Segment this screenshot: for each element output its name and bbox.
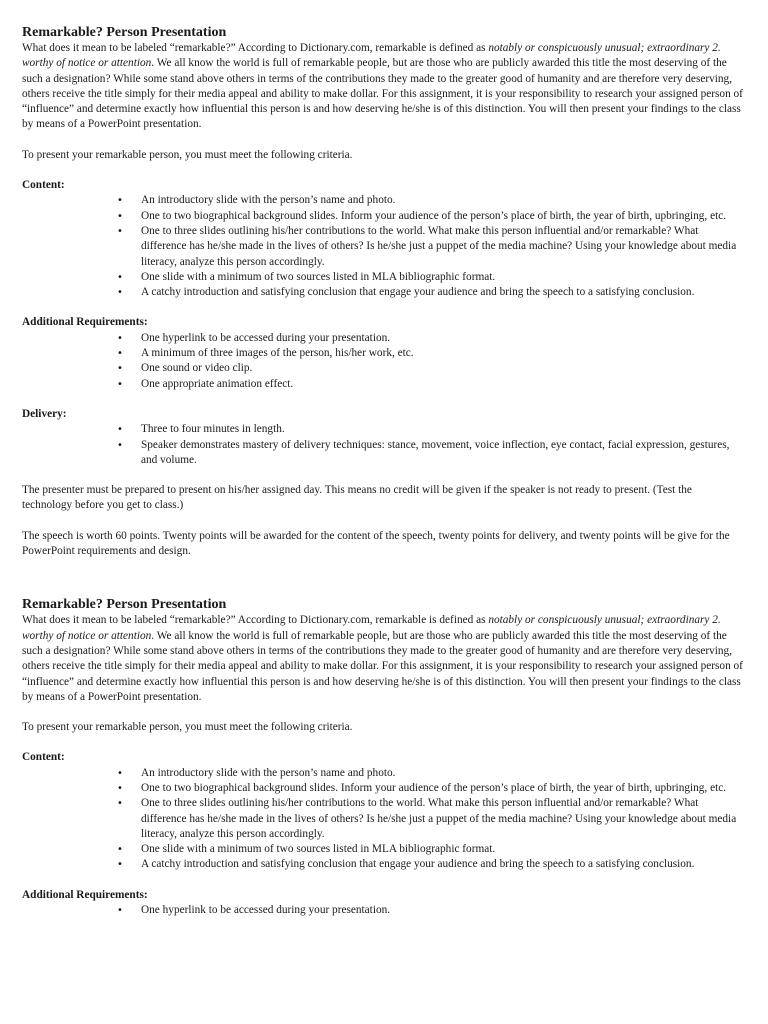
list-item: • A catchy introduction and satisfying conclusion that engage your audience and bring the speech to a satisfying conclusion. bbox=[22, 285, 744, 300]
list-item: • One hyperlink to be accessed during your presentation. bbox=[22, 903, 744, 918]
definition-text: notably or conspicuously unusual; extraordinary 2. worthy of notice or attention bbox=[22, 42, 721, 70]
list-item: • One slide with a minimum of two sources listed in MLA bibliographic format. bbox=[22, 270, 744, 285]
content-heading: Content: bbox=[22, 751, 65, 764]
list-item: • One hyperlink to be accessed during your presentation. bbox=[22, 331, 744, 346]
list-item: • One to two biographical background slides. Inform your audience of the person’s place of birth, the year of birth, upbringing, etc. bbox=[22, 209, 744, 224]
list-item: • One sound or video clip. bbox=[22, 361, 744, 376]
content-list bbox=[22, 193, 744, 300]
list-item: • Three to four minutes in length. bbox=[22, 422, 744, 437]
document-title: Remarkable? Person Presentation bbox=[22, 597, 227, 613]
criteria-line: To present your remarkable person, you must meet the following criteria. bbox=[22, 148, 353, 161]
intro-text-start: What does it mean to be labeled “remarkable?” According to Dictionary.com, remarkable is defined as bbox=[22, 42, 489, 54]
requirements-list bbox=[22, 903, 744, 918]
requirements-heading: Additional Requirements: bbox=[22, 316, 148, 329]
intro-text-end: . We all know the world is full of remarkable people, but are those who are publicly awarded this title the most deserving of the such a designation? While some stand above others in terms of the contributions they made to the greater good of humanity and are therefore very deserving, others receive the title simply for their media appeal and ability to make dollar. For this assignment, it is your responsibility to research your assigned person of “influence” and determine exactly how influential this person is and how deserving he/she is of this distinction. You will then present your findings to the class by means of a PowerPoint presentation. bbox=[22, 57, 743, 131]
list-item: • A minimum of three images of the person, his/her work, etc. bbox=[22, 346, 744, 361]
document-title: Remarkable? Person Presentation bbox=[22, 25, 227, 40]
content-list bbox=[22, 766, 744, 873]
list-item: • Speaker demonstrates mastery of delivery techniques: stance, movement, voice inflection, eye contact, facial expression, gestures, and volume. bbox=[22, 438, 744, 469]
presenter-note: The presenter must be prepared to present on his/her assigned day. This means no credit will be given if the speaker is not ready to present. (Test the technology before you get to class.) bbox=[22, 484, 692, 512]
criteria-line: To present your remarkable person, you must meet the following criteria. bbox=[22, 721, 353, 734]
list-item: • One to three slides outlining his/her contributions to the world. What make this person influential and/or remarkable? What difference has he/she made in the lives of others? Is he/she just a puppet of the media machine? Using your knowledge about media literacy, analyze this person accordingly. bbox=[22, 224, 744, 270]
requirements-heading: Additional Requirements: bbox=[22, 888, 148, 901]
assignment-sheet-2 bbox=[22, 596, 744, 918]
intro-paragraph bbox=[22, 41, 744, 133]
list-item: • One to three slides outlining his/her contributions to the world. What make this person influential and/or remarkable? What difference has he/she made in the lives of others? Is he/she just a puppet of the media machine? Using your knowledge about media literacy, analyze this person accordingly. bbox=[22, 796, 744, 842]
list-item: • An introductory slide with the person’s name and photo. bbox=[22, 766, 744, 781]
document-page bbox=[22, 24, 744, 918]
delivery-list bbox=[22, 422, 744, 468]
delivery-heading: Delivery: bbox=[22, 407, 67, 420]
list-item: • One appropriate animation effect. bbox=[22, 377, 744, 392]
definition-text: notably or conspicuously unusual; extraordinary 2. worthy of notice or attention bbox=[22, 614, 721, 642]
assignment-sheet-1 bbox=[22, 24, 744, 559]
list-item: • One to two biographical background slides. Inform your audience of the person’s place of birth, the year of birth, upbringing, etc. bbox=[22, 781, 744, 796]
list-item: • One slide with a minimum of two sources listed in MLA bibliographic format. bbox=[22, 842, 744, 857]
intro-text-start: What does it mean to be labeled “remarkable?” According to Dictionary.com, remarkable is defined as bbox=[22, 614, 489, 627]
intro-text-end: . We all know the world is full of remarkable people, but are those who are publicly awarded this title the most deserving of the such a designation? While some stand above others in terms of the contributions they made to the greater good of humanity and are therefore very deserving, others receive the title simply for their media appeal and ability to make dollar. For this assignment, it is your responsibility to research your assigned person of “influence” and determine exactly how influential this person is and how deserving he/she is of this distinction. You will then present your findings to the class by means of a PowerPoint presentation. bbox=[22, 629, 743, 703]
intro-paragraph bbox=[22, 613, 744, 705]
content-heading: Content: bbox=[22, 179, 65, 192]
list-item: • A catchy introduction and satisfying conclusion that engage your audience and bring the speech to a satisfying conclusion. bbox=[22, 857, 744, 872]
list-item: • An introductory slide with the person’s name and photo. bbox=[22, 193, 744, 208]
requirements-list bbox=[22, 331, 744, 392]
grading-note: The speech is worth 60 points. Twenty points will be awarded for the content of the speech, twenty points for delivery, and twenty points will be give for the PowerPoint requirements and design. bbox=[22, 529, 730, 558]
